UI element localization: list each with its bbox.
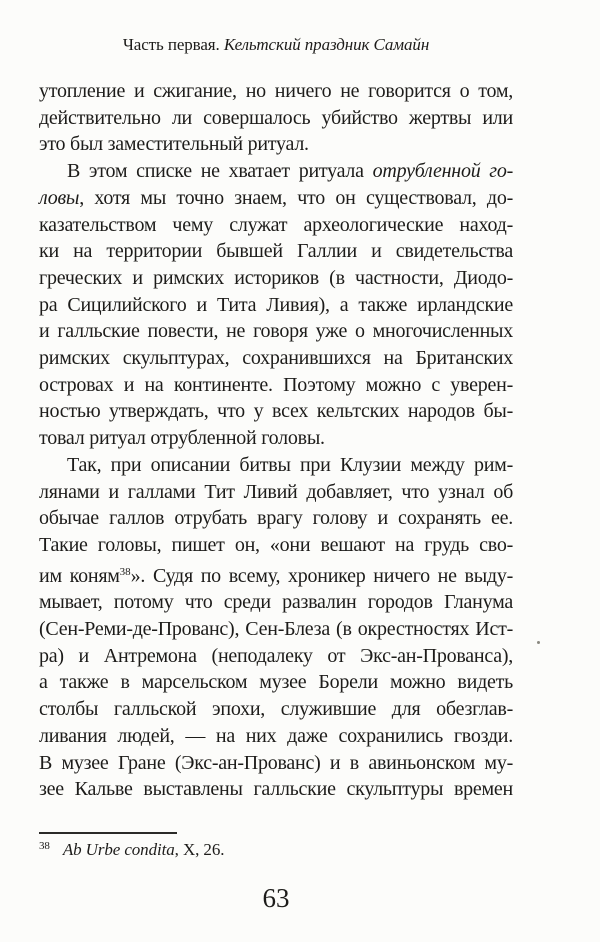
body-line bbox=[39, 105, 513, 132]
text-segment: островах и на континенте. Поэтому можно с уверен- bbox=[39, 373, 513, 396]
text-segment: столбы галльской эпохи, служившие для обезглав- bbox=[39, 698, 513, 721]
text-segment: ностью утверждать, что у всех кельтских народов бы- bbox=[39, 400, 513, 423]
text-segment: мывает, потому что среди развалин городов Гланума bbox=[39, 591, 513, 614]
body-line bbox=[39, 212, 513, 239]
body-text bbox=[39, 78, 513, 803]
text-segment: В этом списке не хватает ритуала bbox=[67, 160, 373, 183]
body-line bbox=[39, 265, 513, 292]
footnote-citation: , X, 26. bbox=[174, 840, 225, 859]
body-line bbox=[39, 723, 513, 750]
footnote bbox=[39, 840, 513, 860]
text-segment: утопление и сжигание, но ничего не говорится о том, bbox=[39, 80, 513, 102]
text-segment: ра) и Антремона (неподалеку от Экс-ан-Прованса), bbox=[39, 644, 513, 667]
text-segment: ки на территории бывшей Галлии и свидетельства bbox=[39, 240, 513, 263]
body-line bbox=[39, 452, 513, 479]
body-line bbox=[39, 696, 513, 723]
footnote-marker: 38 bbox=[39, 840, 50, 852]
body-line bbox=[39, 78, 513, 105]
body-line bbox=[39, 398, 513, 425]
body-line bbox=[39, 238, 513, 265]
text-segment: отрубленной го- bbox=[372, 160, 513, 183]
text-segment: действительно ли совершалось убийство жертвы или bbox=[39, 106, 513, 129]
text-segment: , хотя мы точно знаем, что он существовал, до- bbox=[79, 186, 513, 209]
scan-speck bbox=[537, 641, 540, 644]
text-segment: (Сен-Реми-де-Прованс), Сен-Блеза (в окрестностях Ист- bbox=[39, 618, 513, 641]
text-segment: обычае галлов отрубать врагу голову и сохранять ее. bbox=[39, 507, 513, 530]
text-segment: Так, при описании битвы при Клузии между рим- bbox=[67, 453, 513, 476]
body-line bbox=[39, 372, 513, 399]
body-line bbox=[39, 643, 513, 670]
body-line bbox=[39, 158, 513, 185]
body-line bbox=[39, 131, 513, 158]
part-label: Часть первая. bbox=[122, 35, 224, 54]
text-segment: и галльские повести, не говоря уже о многочисленных bbox=[39, 320, 513, 343]
text-segment: римских скульптурах, сохранившихся на Британских bbox=[39, 347, 513, 370]
text-segment: им коням bbox=[39, 564, 120, 587]
body-line bbox=[39, 750, 513, 777]
body-line bbox=[39, 559, 513, 590]
body-line bbox=[39, 505, 513, 532]
text-segment: товал ритуал отрубленной головы. bbox=[39, 427, 325, 450]
body-line bbox=[39, 318, 513, 345]
body-line bbox=[39, 345, 513, 372]
text-segment: ра Сицилийского и Тита Ливия), а также ирландские bbox=[39, 293, 513, 316]
body-line bbox=[39, 616, 513, 643]
text-segment: В музее Гране (Экс-ан-Прованс) и в авиньонском му- bbox=[39, 751, 513, 774]
body-line bbox=[39, 669, 513, 696]
body-line bbox=[39, 292, 513, 319]
page-number: 63 bbox=[262, 883, 290, 913]
text-segment: ». Судя по всему, хроникер ничего не выду- bbox=[130, 564, 513, 587]
text-segment: ливания людей, — на них даже сохранились гвозди. bbox=[39, 724, 513, 747]
body-line bbox=[39, 479, 513, 506]
footnote-divider bbox=[39, 832, 177, 834]
footnote-source: Ab Urbe condita bbox=[62, 840, 175, 859]
text-segment: Такие головы, пишет он, «они вешают на грудь сво- bbox=[39, 533, 513, 556]
body-line bbox=[39, 776, 513, 803]
body-line bbox=[39, 532, 513, 559]
text-segment: а также в марсельском музее Борели можно видеть bbox=[39, 671, 513, 694]
body-line bbox=[39, 589, 513, 616]
body-line bbox=[39, 185, 513, 212]
text-segment: греческих и римских историков (в частности, Диодо- bbox=[39, 266, 513, 289]
text-segment: ловы bbox=[39, 186, 80, 209]
footnote-reference: 38 bbox=[119, 565, 131, 578]
text-segment: лянами и галлами Тит Ливий добавляет, что узнал об bbox=[39, 480, 513, 503]
text-segment: зее Кальве выставлены галльские скульптуры времен bbox=[39, 778, 513, 801]
chapter-title: Кельтский праздник Самайн bbox=[223, 35, 430, 54]
text-segment: это был заместительный ритуал. bbox=[39, 133, 309, 156]
running-header bbox=[39, 35, 513, 55]
body-line bbox=[39, 425, 513, 452]
text-segment: казательством чему служат археологические наход- bbox=[39, 213, 513, 236]
